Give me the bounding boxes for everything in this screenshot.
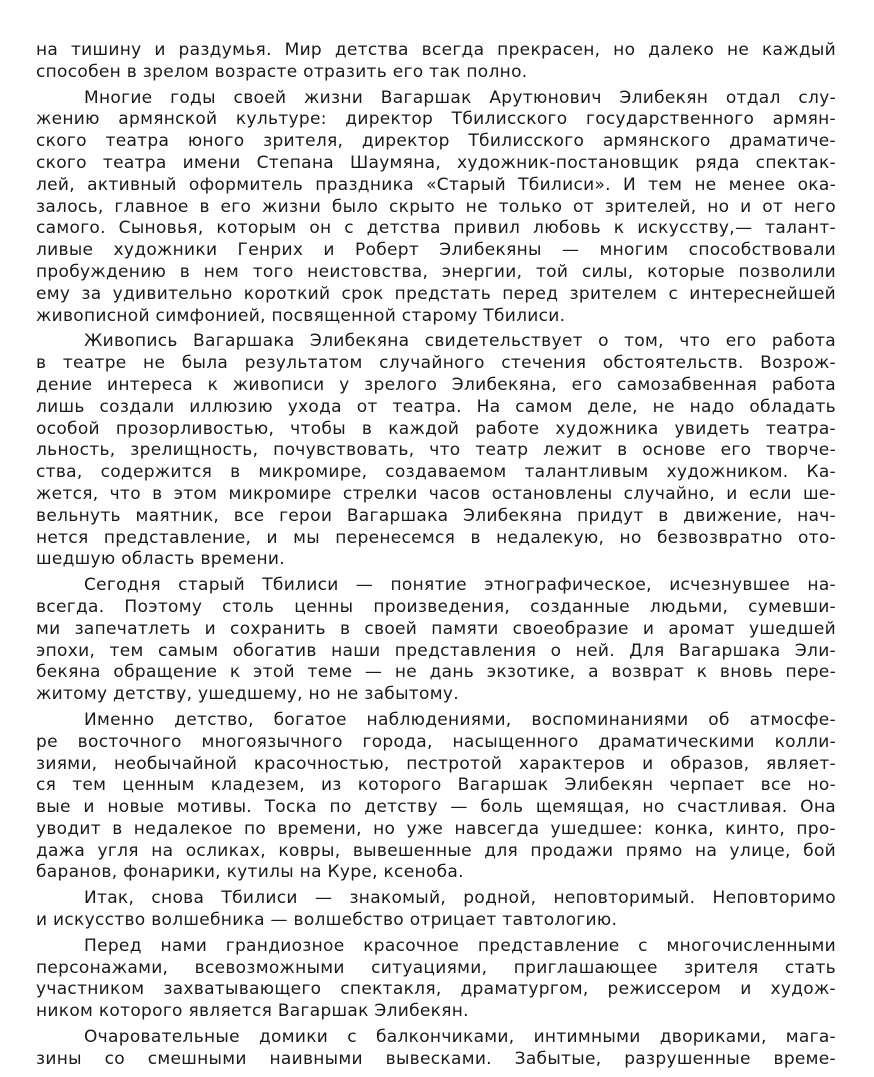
text-line: способен в зрелом возрасте отразить его так полно.	[36, 61, 528, 82]
text-line: льность, зрелищность, почувствовать, что театр лежит в основе его творче-	[36, 440, 836, 461]
paragraph-1	[36, 40, 836, 84]
text-line: ского театра юного зрителя, директор Тбилисского армянского драматиче-	[36, 131, 836, 152]
text-line: особой прозорливостью, чтобы в каждой работе художника увидеть театра-	[36, 418, 836, 439]
text-line: лишь создали иллюзию ухода от театра. На самом деле, не надо обладать	[36, 396, 836, 417]
text-line: ства, содержится в микромире, создаваемом талантливым художником. Ка-	[36, 462, 836, 483]
text-line: зины со смешными наивными вывесками. Забытые, разрушенные време-	[36, 1048, 836, 1069]
paragraph-2	[36, 88, 836, 328]
text-line: Сегодня старый Тбилиси — понятие этнографическое, исчезнувшее на-	[84, 575, 836, 596]
text-line: ми запечатлеть и сохранить в своей памяти своеобразие и аромат ушедшей	[36, 618, 836, 639]
paragraph-4	[36, 575, 836, 706]
text-line: и искусство волшебника — волшебство отрицает тавтологию.	[36, 910, 618, 931]
paragraph-6	[36, 888, 836, 932]
text-line: житому детству, ушедшему, но не забытому.	[36, 684, 459, 705]
text-line: лей, активный оформитель праздника «Старый Тбилиси». И тем не менее ока-	[36, 174, 836, 195]
text-line: жется, что в этом микромире стрелки часов остановлены случайно, и если ше-	[36, 483, 836, 504]
text-line: ре восточного многоязычного города, насыщенного драматическими колли-	[36, 731, 836, 752]
text-line: ского театра имени Степана Шаумяна, художник-постановщик ряда спектак-	[36, 152, 836, 173]
text-line: на тишину и раздумья. Мир детства всегда прекрасен, но далеко не каждый	[36, 40, 836, 60]
text-line: в театре не была результатом случайного стечения обстоятельств. Возрож-	[36, 353, 836, 374]
text-line: ему за удивительно короткий срок предстать перед зрителем с интереснейшей	[36, 283, 836, 304]
text-line: ливые художники Генрих и Роберт Элибекяны — многим способствовали	[36, 240, 836, 261]
paragraph-5	[36, 710, 836, 884]
text-line: Итак, снова Тбилиси — знакомый, родной, неповторимый. Неповторимо	[84, 888, 836, 909]
text-line: нется представление, и мы перенесемся в недалекую, но безвозвратно ото-	[36, 527, 836, 548]
text-line: ником которого является Вагаршак Элибекян.	[36, 1001, 469, 1022]
text-line: персонажами, всевозможными ситуациями, приглашающее зрителя стать	[36, 957, 836, 978]
paragraph-8	[36, 1027, 836, 1071]
text-line: зиями, необычайной красочностью, пестротой характеров и образов, являет-	[36, 753, 836, 774]
text-line: Перед нами грандиозное красочное представление с многочисленными	[84, 935, 836, 956]
text-line: эпохи, тем самым обогатив наши представления о ней. Для Вагаршака Эли-	[36, 640, 836, 661]
text-line: Живопись Вагаршака Элибекяна свидетельствует о том, что его работа	[84, 331, 836, 352]
text-line: Многие годы своей жизни Вагаршак Арутюнович Элибекян отдал слу-	[84, 87, 836, 108]
text-line: участником захватывающего спектакля, драматургом, режиссером и худож-	[36, 979, 836, 1000]
text-line: жению армянской культуре: директор Тбилисского государственного армян-	[36, 109, 836, 130]
text-line: всегда. Поэтому столь ценны произведения, созданные людьми, сумевши-	[36, 596, 836, 617]
text-line: залось, главное в его жизни было скрыто не только от зрителей, но и от него	[36, 196, 836, 217]
text-line: шедшую область времени.	[36, 549, 285, 570]
text-line: пробуждению в нем того неистовства, энергии, той силы, которые позволили	[36, 261, 836, 282]
text-line: самого. Сыновья, которым он с детства привил любовь к искусству,— талант-	[36, 218, 836, 239]
text-line: вельнуть маятник, все герои Вагаршака Элибекяна придут в движение, нач-	[36, 505, 836, 526]
text-line: баранов, фонарики, кутилы на Куре, ксеноба.	[36, 862, 464, 883]
text-line: дение интереса к живописи у зрелого Элибекяна, его самозабвенная работа	[36, 374, 836, 395]
document-page	[36, 40, 836, 1071]
text-line: вые и новые мотивы. Тоска по детству — боль щемящая, но счастливая. Она	[36, 797, 836, 818]
text-line: ся тем ценным кладезем, из которого Вагаршак Элибекян черпает все но-	[36, 775, 836, 796]
text-line: уводит в недалекое по времени, но уже навсегда ушедшее: конка, кинто, про-	[36, 818, 836, 839]
paragraph-3	[36, 331, 836, 571]
text-line: Очаровательные домики с балкончиками, интимными двориками, мага-	[84, 1027, 836, 1048]
text-line: дажа угля на осликах, ковры, вывешенные для продажи прямо на улице, бой	[36, 840, 836, 861]
paragraph-7	[36, 936, 836, 1023]
text-line: живописной симфонией, посвященной старому Тбилиси.	[36, 305, 566, 326]
text-line: бекяна обращение к этой теме — не дань экзотике, а возврат к вновь пере-	[36, 662, 836, 683]
text-line: Именно детство, богатое наблюдениями, воспоминаниями об атмосфе-	[84, 709, 836, 730]
